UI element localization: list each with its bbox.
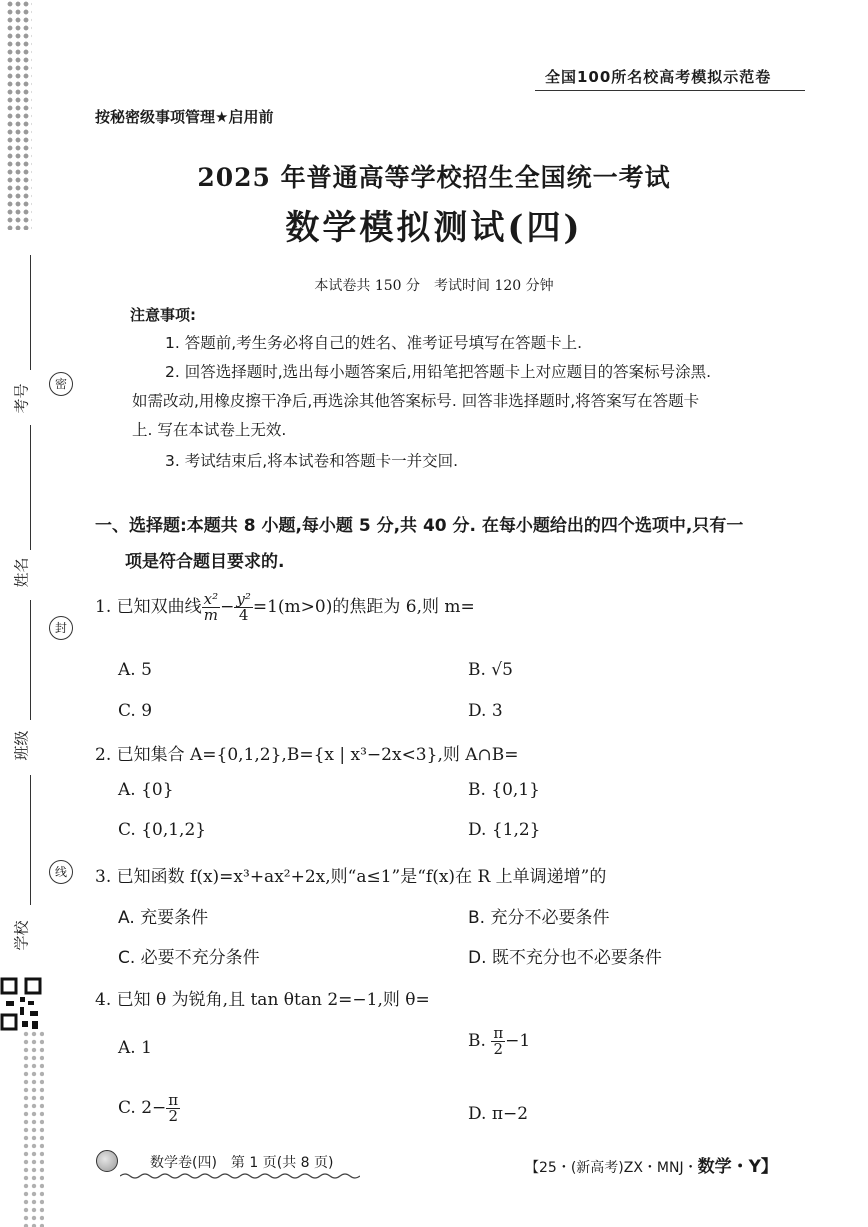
question-2-stem: 2. 已知集合 A={0,1,2},B={x | x³−2x<3},则 A∩B= bbox=[95, 745, 519, 765]
q3-option-c: C. 必要不充分条件 bbox=[118, 948, 260, 968]
q2-option-a: A. {0} bbox=[118, 780, 174, 800]
binding-line bbox=[30, 600, 31, 720]
qr-code-icon bbox=[0, 975, 42, 1035]
seal-xian: 线 bbox=[49, 860, 73, 884]
label-xingming: 姓名 bbox=[12, 557, 31, 588]
q3-option-b: B. 充分不必要条件 bbox=[468, 908, 610, 928]
q4-option-a: A. 1 bbox=[118, 1038, 152, 1058]
seal-mi: 密 bbox=[49, 372, 73, 396]
seal-feng: 封 bbox=[49, 616, 73, 640]
footer-page-info: 数学卷(四) 第 1 页(共 8 页) bbox=[150, 1155, 334, 1171]
binding-holes bbox=[22, 1030, 44, 1227]
question-1-stem: 1. 已知双曲线 $\frac{\text{x²}}{m}$ − $\frac{\text{y²}}{4}$ =1(m>0)的焦距为 6,则 m= bbox=[95, 590, 475, 624]
q4-option-c: C. 2− $\frac{\pi}{2}$ bbox=[118, 1091, 179, 1125]
label-banji: 班级 bbox=[12, 730, 31, 761]
secret-level: 按秘密级事项管理★启用前 bbox=[95, 108, 274, 126]
notice-item: 3. 考试结束后,将本试卷和答题卡一并交回. bbox=[165, 452, 459, 470]
question-4-stem: 4. 已知 θ 为锐角,且 tan θtan 2=−1,则 θ= bbox=[95, 990, 430, 1010]
exam-title: 2025 年普通高等学校招生全国统一考试 bbox=[197, 163, 671, 192]
label-xuexiao: 学校 bbox=[12, 920, 31, 951]
q3-option-d: D. 既不充分也不必要条件 bbox=[468, 948, 662, 968]
q2-option-b: B. {0,1} bbox=[468, 780, 540, 800]
notice-heading: 注意事项: bbox=[130, 306, 196, 324]
q2-option-d: D. {1,2} bbox=[468, 820, 541, 840]
exam-subtitle: 数学模拟测试(四) bbox=[285, 208, 583, 248]
series-underline bbox=[535, 90, 805, 91]
binding-line bbox=[30, 775, 31, 905]
q1-option-a: A. 5 bbox=[118, 660, 152, 680]
q1-option-b: B. √5 bbox=[468, 660, 513, 680]
section-heading: 一、选择题:本题共 8 小题,每小题 5 分,共 40 分. 在每小题给出的四个选项中,只有一 bbox=[95, 516, 744, 536]
notice-item: 如需改动,用橡皮擦干净后,再选涂其他答案标号. 回答非选择题时,将答案写在答题卡 bbox=[132, 392, 700, 410]
q1-option-c: C. 9 bbox=[118, 701, 153, 721]
binding-line bbox=[30, 255, 31, 370]
label-kaohao: 考号 bbox=[12, 383, 31, 414]
exam-info: 本试卷共 150 分 考试时间 120 分钟 bbox=[314, 278, 554, 294]
binding-holes bbox=[6, 0, 32, 230]
footer-wave-underline bbox=[120, 1172, 360, 1180]
q4-option-b: B. $\frac{\pi}{2}$ −1 bbox=[468, 1024, 531, 1058]
binding-line bbox=[30, 425, 31, 550]
notice-item: 2. 回答选择题时,选出每小题答案后,用铅笔把答题卡上对应题目的答案标号涂黑. bbox=[165, 363, 711, 381]
q1-option-d: D. 3 bbox=[468, 701, 503, 721]
notice-item: 1. 答题前,考生务必将自己的姓名、准考证号填写在答题卡上. bbox=[165, 334, 583, 352]
footer-code: 【25・(新高考)ZX・MNJ・数学・Y】 bbox=[525, 1157, 778, 1177]
notice-item: 上. 写在本试卷上无效. bbox=[132, 421, 287, 439]
logo-icon bbox=[96, 1150, 118, 1172]
question-3-stem: 3. 已知函数 f(x)=x³+ax²+2x,则“a≤1”是“f(x)在 R 上单调递增”的 bbox=[95, 867, 607, 887]
section-heading-cont: 项是符合题目要求的. bbox=[125, 552, 285, 572]
q2-option-c: C. {0,1,2} bbox=[118, 820, 207, 840]
q3-option-a: A. 充要条件 bbox=[118, 908, 209, 928]
series-title: 全国100所名校高考模拟示范卷 bbox=[545, 68, 772, 86]
q4-option-d: D. π−2 bbox=[468, 1104, 529, 1124]
